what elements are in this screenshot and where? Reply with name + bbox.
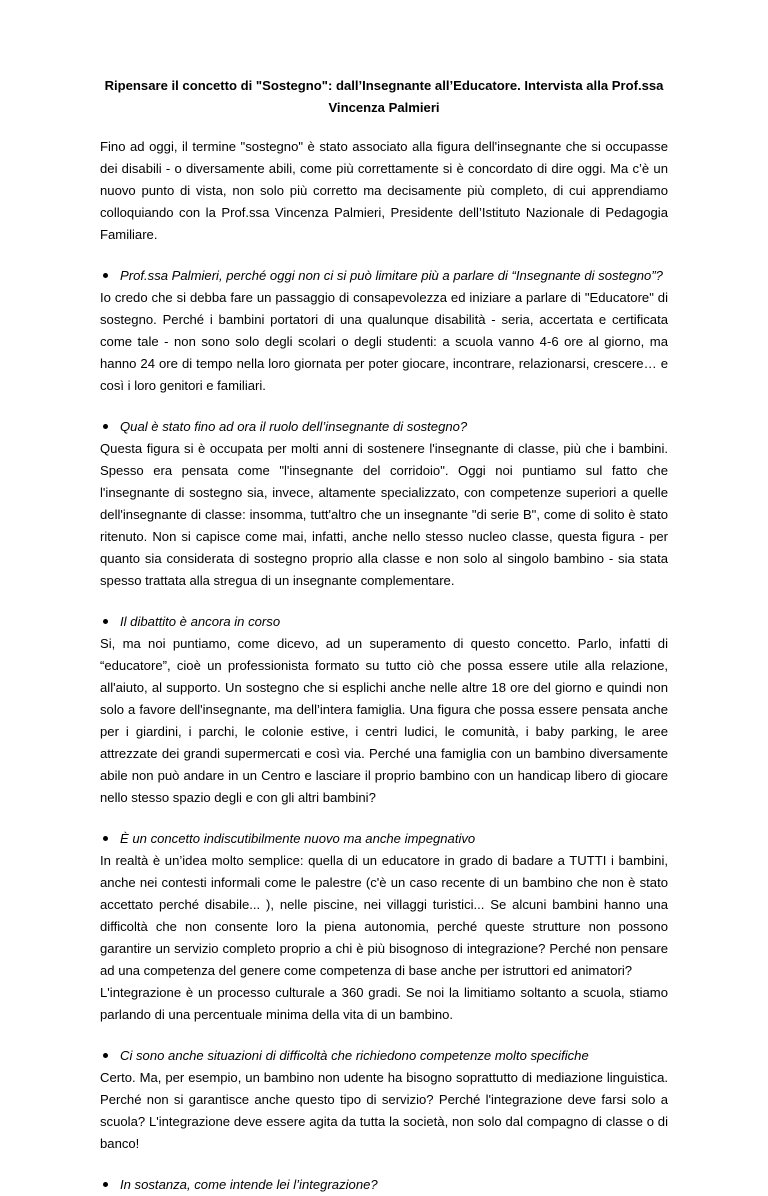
question-text: Ci sono anche situazioni di difficoltà che richiedono competenze molto specifiche (120, 1048, 589, 1063)
intro-paragraph: Fino ad oggi, il termine "sostegno" è stato associato alla figura dell'insegnante che si occupasse dei disabili - o diversamente abili, come più correttamente si è concordato di dire oggi. Ma c’è un nuovo punto di vista, non solo più corretto ma decisamente più completo, di cui apprendiamo colloquiando con la Prof.ssa Vincenza Palmieri, Presidente dell’Istituto Nazionale di Pedagogia Familiare. (100, 139, 668, 242)
question-6 (100, 1174, 668, 1196)
question-text: Prof.ssa Palmieri, perché oggi non ci si può limitare più a parlare di “Insegnante di sostegno”? (120, 268, 663, 283)
qa-block-6 (100, 1174, 668, 1196)
qa-block-3 (100, 611, 668, 809)
answer-4-continued: L'integrazione è un processo culturale a 360 gradi. Se noi la limitiamo soltanto a scuola, stiamo parlando di una percentuale minima della vita di un bambino. (100, 985, 668, 1022)
qa-block-4 (100, 828, 668, 1026)
bullet-icon (103, 619, 108, 624)
question-2 (100, 416, 668, 438)
question-5 (100, 1045, 668, 1067)
document-title: Ripensare il concetto di "Sostegno": dall’Insegnante all’Educatore. Intervista alla Prof.ssa Vincenza Palmieri (104, 78, 664, 115)
qa-block-1 (100, 265, 668, 397)
question-1 (100, 265, 668, 287)
answer-2: Questa figura si è occupata per molti anni di sostenere l'insegnante di classe, più che i bambini. Spesso era pensata come "l'insegnante del corridoio". Oggi noi puntiamo sul fatto che l'insegnante di sostegno sia, invece, altamente specializzato, con competenze superiori a quelle dell'insegnante di classe: insomma, tutt'altro che un insegnante "di serie B", come di solito è stato ritenuto. Non si capisce come mai, infatti, anche nello stesso nucleo classe, questa figura - per quanto sia considerata di sostegno proprio alla classe e non solo al singolo bambino - sia stata spesso trattata alla stregua di un insegnante complementare. (100, 441, 668, 588)
question-text: È un concetto indiscutibilmente nuovo ma anche impegnativo (120, 831, 476, 846)
question-text: Il dibattito è ancora in corso (120, 614, 281, 629)
qa-block-2 (100, 416, 668, 592)
document-page (100, 75, 668, 1196)
bullet-icon (103, 1053, 108, 1058)
question-3 (100, 611, 668, 633)
answer-5: Certo. Ma, per esempio, un bambino non udente ha bisogno soprattutto di mediazione linguistica. Perché non si garantisce anche questo tipo di servizio? Perché l'integrazione deve farsi solo a scuola? L'integrazione deve essere agita da tutta la società, non solo dal compagno di classe o di banco! (100, 1070, 668, 1151)
question-4 (100, 828, 668, 850)
qa-block-5 (100, 1045, 668, 1155)
bullet-icon (103, 836, 108, 841)
bullet-icon (103, 1182, 108, 1187)
question-text: In sostanza, come intende lei l’integrazione? (120, 1177, 378, 1192)
answer-3: Si, ma noi puntiamo, come dicevo, ad un superamento di questo concetto. Parlo, infatti di “educatore”, cioè un professionista formato su tutto ciò che possa essere utile alla relazione, all'aiuto, al supporto. Un sostegno che si esplichi anche nelle altre 18 ore del giorno e quindi non solo a favore dell'insegnante, ma dell’intera famiglia. Una figura che possa essere pensata anche per i giardini, i parchi, le colonie estive, i centri ludici, le comunità, i baby parking, le aree attrezzate dei grandi supermercati e così via. Perché una famiglia con un bambino diversamente abile non può andare in un Centro e lasciare il proprio bambino con un handicap libero di giocare nello stesso spazio degli e con gli altri bambini? (100, 636, 668, 805)
answer-4: In realtà è un’idea molto semplice: quella di un educatore in grado di badare a TUTTI i bambini, anche nei contesti informali come le palestre (c'è un caso recente di un bambino che non è stato accettato perché disabile... ), nelle piscine, nei villaggi turistici... Se alcuni bambini hanno una difficoltà che non consente loro la piena autonomia, perché queste strutture non possono garantire un servizio completo proprio a chi è più bisognoso di integrazione? Perché non pensare ad una competenza del genere come competenza di base anche per istruttori ed animatori? (100, 853, 668, 978)
bullet-icon (103, 424, 108, 429)
bullet-icon (103, 273, 108, 278)
question-text: Qual è stato fino ad ora il ruolo dell’insegnante di sostegno? (120, 419, 468, 434)
answer-1: Io credo che si debba fare un passaggio di consapevolezza ed iniziare a parlare di "Educatore" di sostegno. Perché i bambini portatori di una qualunque disabilità - seria, accertata e certificata come tale - non sono solo degli scolari o degli studenti: a scuola vanno 4-6 ore al giorno, ma hanno 24 ore di tempo nella loro giornata per poter giocare, incontrare, relazionarsi, crescere… e così i loro genitori e familiari. (100, 290, 668, 393)
